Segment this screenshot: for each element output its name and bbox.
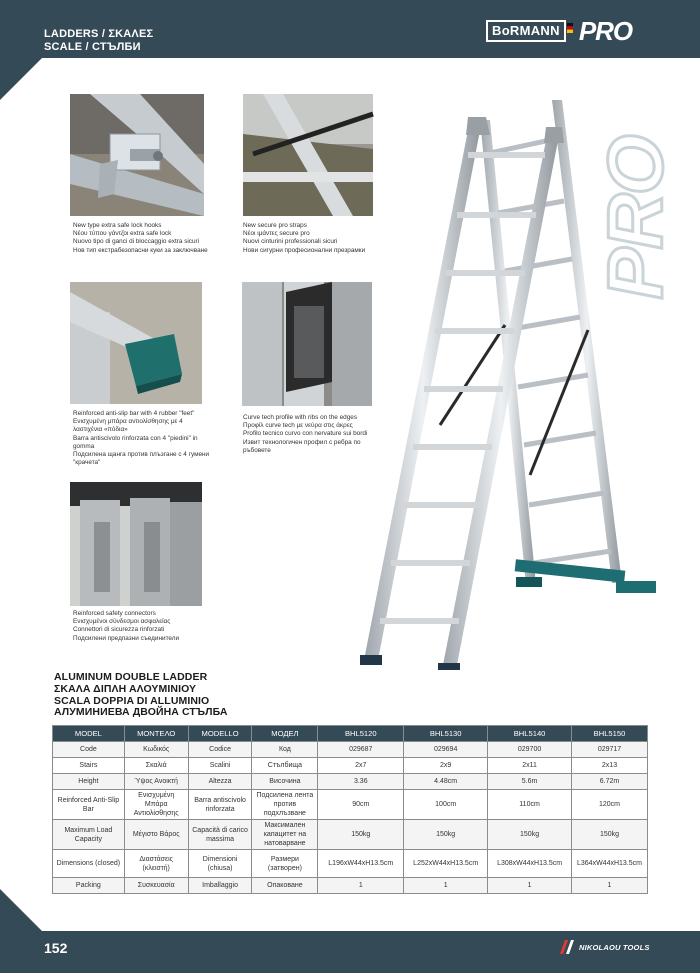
cell: 029717 — [572, 742, 648, 758]
cell: 120cm — [572, 790, 648, 820]
cell: Σκαλιά — [124, 758, 188, 774]
cell: Κωδικός — [124, 742, 188, 758]
bormann-logo — [486, 15, 633, 46]
photo-lock-hooks — [70, 94, 204, 216]
cell: 5.6m — [488, 774, 572, 790]
cell: Ύψος Ανοικτή — [124, 774, 188, 790]
cell: Code — [53, 742, 125, 758]
cell: 1 — [572, 878, 648, 894]
product-titles — [54, 672, 228, 719]
cell: L196xW44xH13.5cm — [318, 850, 404, 878]
cell: Stairs — [53, 758, 125, 774]
cell: L308xW44xH13.5cm — [488, 850, 572, 878]
cell: 029700 — [488, 742, 572, 758]
cell: Стълбища — [252, 758, 318, 774]
cell: 4.48cm — [404, 774, 488, 790]
caption-line: Νέου τύπου γάντζοι extra safe lock — [73, 230, 172, 238]
ladder-product-image — [340, 95, 670, 670]
cell: Διαστάσεις (κλειστή) — [124, 850, 188, 878]
product-title-gr: ΣΚΑΛΑ ΔΙΠΛΗ ΑΛΟΥΜΙΝΙΟΥ — [54, 682, 197, 695]
cell: 110cm — [488, 790, 572, 820]
table-row — [53, 790, 648, 820]
caption-line: Προφίλ curve tech με νεύρα στις άκρες — [243, 422, 353, 430]
header-cell: BHL5140 — [488, 726, 572, 742]
spec-table — [52, 725, 648, 894]
product-title-en: ALUMINUM DOUBLE LADDER — [54, 671, 208, 683]
caption-line: Barra antiscivolo rinforzata con 4 "piedini" in gomma — [73, 434, 198, 450]
category-subtitle: SCALE / СТЪЛБИ — [44, 41, 141, 53]
caption-line: Curve tech profile with ribs on the edges — [243, 414, 358, 421]
cell: 2x13 — [572, 758, 648, 774]
table-row — [53, 742, 648, 758]
cell: Височина — [252, 774, 318, 790]
caption-line: New secure pro straps — [243, 222, 307, 229]
cell: 1 — [488, 878, 572, 894]
header-corner — [0, 58, 42, 100]
table-row — [53, 774, 648, 790]
page-number: 152 — [44, 940, 68, 956]
caption-line: Ενισχυμένοι σύνδεσμοι ασφαλείας — [73, 618, 171, 626]
caption-line: Profilo tecnico curvo con nervature sui bordi — [243, 430, 368, 438]
side-pro-text: PRO — [591, 136, 679, 300]
cell: Capacità di carico massima — [188, 820, 252, 850]
cell: Максимален капацитет на натоварване — [252, 820, 318, 850]
cell: 150kg — [318, 820, 404, 850]
cell: 2x11 — [488, 758, 572, 774]
cell: Scalini — [188, 758, 252, 774]
caption-line: Reinforced anti-slip bar with 4 rubber "feet" — [73, 410, 195, 417]
cell: 150kg — [404, 820, 488, 850]
german-flag-icon — [567, 20, 573, 30]
header-cell: MODELLO — [188, 726, 252, 742]
category-title: LADDERS / ΣΚΑΛΕΣ — [44, 28, 154, 40]
footer-corner — [0, 889, 42, 931]
caption-anti-slip-bar — [73, 410, 213, 467]
cell: 6.72m — [572, 774, 648, 790]
header-cell: BHL5130 — [404, 726, 488, 742]
cell: Dimensioni (chiusa) — [188, 850, 252, 878]
product-title-it: SCALA DOPPIA DI ALLUMINIO — [54, 694, 210, 707]
cell: L364xW44xH13.5cm — [572, 850, 648, 878]
cell: 1 — [404, 878, 488, 894]
table-row — [53, 820, 648, 850]
caption-line: Reinforced safety connectors — [73, 610, 156, 617]
caption-line: Nuovi cinturini professionali sicuri — [243, 238, 338, 246]
cell: 100cm — [404, 790, 488, 820]
caption-line: Извит технологичен профил с ребра по ръбовете — [243, 438, 361, 454]
cell: Подсилена лента против подхлъзване — [252, 790, 318, 820]
logo-wordmark: BoRMANN — [486, 20, 566, 42]
cell: Codice — [188, 742, 252, 758]
cell: Altezza — [188, 774, 252, 790]
cell: 90cm — [318, 790, 404, 820]
header-cell: ΜΟΝΤΕΛΟ — [124, 726, 188, 742]
caption-lock-hooks — [73, 222, 213, 255]
cell: Reinforced Anti-Slip Bar — [53, 790, 125, 820]
cell: Dimensions (closed) — [53, 850, 125, 878]
nikolaou-n-icon — [560, 940, 576, 954]
cell: Packing — [53, 878, 125, 894]
nikolaou-logo — [560, 940, 650, 954]
cell: Опаковане — [252, 878, 318, 894]
caption-safety-connectors — [73, 610, 213, 643]
cell: 1 — [318, 878, 404, 894]
cell: Размери (затворен) — [252, 850, 318, 878]
product-title-bg: АЛУМИНИЕВА ДВОЙНА СТЪЛБА — [54, 706, 228, 719]
caption-line: Νέοι ιμάντες secure pro — [243, 230, 310, 238]
cell: 150kg — [488, 820, 572, 850]
cell: Ενισχυμένη Μπάρα Αντιολίσθησης — [124, 790, 188, 820]
photo-anti-slip-bar — [70, 282, 202, 404]
cell: Код — [252, 742, 318, 758]
table-row — [53, 850, 648, 878]
table-row — [53, 878, 648, 894]
header-cell: BHL5150 — [572, 726, 648, 742]
nikolaou-brand-text: NIKOLAOU TOOLS — [579, 942, 650, 952]
caption-line: Нов тип екстрабезопасни куки за заключване — [73, 246, 208, 254]
caption-line: Connettori di sicurezza rinforzati — [73, 626, 165, 634]
cell: Barra antiscivolo rinforzata — [188, 790, 252, 820]
cell: 2x9 — [404, 758, 488, 774]
caption-line: Подсилени предпазни съединители — [73, 634, 180, 642]
photo-safety-connectors — [70, 482, 202, 606]
cell: Height — [53, 774, 125, 790]
caption-line: Nuovo tipo di ganci di bloccaggio extra sicuri — [73, 238, 200, 246]
cell: L252xW44xH13.5cm — [404, 850, 488, 878]
table-row — [53, 758, 648, 774]
cell: Imballaggio — [188, 878, 252, 894]
caption-line: Нови сигурни професионални презрамки — [243, 246, 366, 254]
caption-line: Подсилена щанга против плъзгане с 4 гумени "крачета" — [73, 451, 210, 467]
cell: Συσκευασία — [124, 878, 188, 894]
cell: 150kg — [572, 820, 648, 850]
logo-pro: PRO — [578, 15, 633, 46]
caption-line: New type extra safe lock hooks — [73, 222, 162, 229]
cell: Maximum Load Capacity — [53, 820, 125, 850]
cell: Μέγιστο Βάρος — [124, 820, 188, 850]
cell: 3.36 — [318, 774, 404, 790]
cell: 029687 — [318, 742, 404, 758]
caption-line: Ενισχυμένη μπάρα αντιολίσθησης με 4 λαστιχένια «πόδια» — [73, 418, 183, 434]
header-cell: МОДЕЛ — [252, 726, 318, 742]
header-cell: MODEL — [53, 726, 125, 742]
cell: 029694 — [404, 742, 488, 758]
cell: 2x7 — [318, 758, 404, 774]
header-cell: BHL5120 — [318, 726, 404, 742]
table-header-row — [53, 726, 648, 742]
